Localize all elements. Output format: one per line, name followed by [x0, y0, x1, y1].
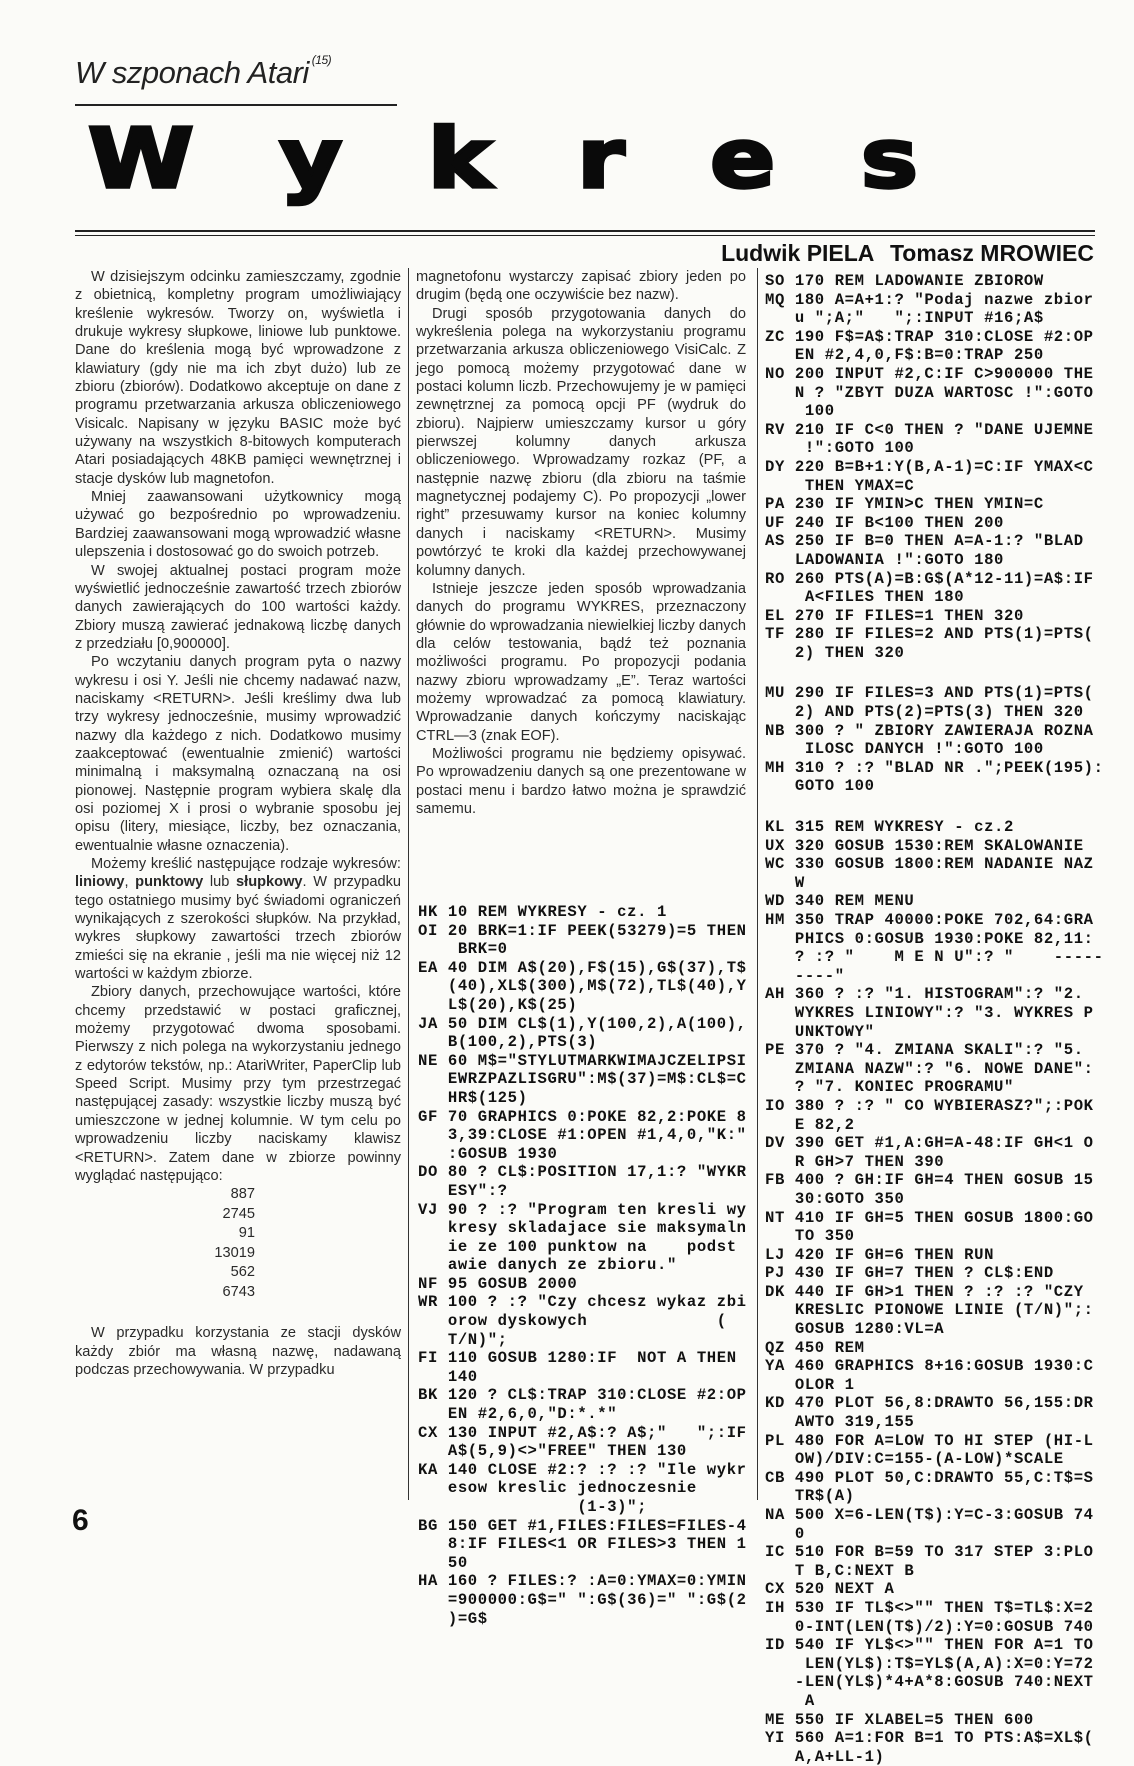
code-line: PJ 430 IF GH=7 THEN ? CL$:END [765, 1264, 1054, 1283]
code-line: KL 315 REM WYKRESY - cz.2 [765, 818, 1014, 837]
code-line: NA 500 X=6-LEN(T$):Y=C-3:GOSUB 74 0 [765, 1506, 1094, 1543]
authors [721, 240, 1094, 267]
example-value: 562 [230, 1264, 255, 1281]
code-line: NO 200 INPUT #2,C:IF C>900000 THE N ? "ZBYT DUZA WARTOSC !":GOTO 100 [765, 364, 1094, 421]
code-line: WR 100 ? :? "Czy chcesz wykaz zbi orow dyskowych ( T/N)"; [418, 1293, 747, 1349]
paragraph [75, 855, 401, 983]
code-line: KA 140 CLOSE #2:? :? :? "Ile wykr esow kreslic jednoczesnie (1-3)"; [418, 1460, 747, 1516]
code-line: RV 210 IF C<0 THEN ? "DANE UJEMNE !":GOTO 100 [765, 420, 1094, 458]
text-run: Po wczytaniu danych program pyta o nazwy wykresu i osi Y. Jeśli nie chcemy nadawać nazw, naciskamy <RETURN>. Jeśli kreślimy dwa lub trzy wykresy jednocześnie, musimy wprowadzić nazwy dla każdego z nich. Dodatkowo musimy zaakceptować (ewentualnie zmienić) wartości minimalną i maksymalną oznaczaną na osi pionowej. Następnie program wybiera skalę dla osi poziomej X i prosi o wybranie sposobu jej opisu (litery, miesiące, liczby, bez oznaczania, ewentualnie własne oznaczenia). [75, 654, 401, 854]
code-line: CX 520 NEXT A [765, 1580, 895, 1599]
text-run: Możliwości programu nie będziemy opisywać. Po wprowadzeniu danych są one prezentowane w postaci menu i bardzo łatwo można je sprawdzić samemu. [416, 745, 746, 817]
code-line: EA 40 DIM A$(20),F$(15),G$(37),T$ (40),XL$(300),M$(72),TL$(40),Y L$(20),K$(25) [418, 958, 747, 1014]
text-run: . W przypadku tego ostatniego musimy być świadomi ograniczeń wynikających z szerokości słupków. Na przykład, wykres słupkowy zawartości trzech zbiorów zmieści się na ekranie , jeśli ma nie więcej niż 12 wartości w każdym zbiorze. [75, 874, 401, 983]
code-line: DK 440 IF GH>1 THEN ? :? :? "CZY KRESLIC PIONOWE LINIE (T/N)";: GOSUB 1280:VL=A [765, 1282, 1094, 1339]
text-run: W dzisiejszym odcinku zamieszczamy, zgodnie z obietnicą, kompletny program umożliwiający kreślenie wykresów. Tworzy on, wyświetla i drukuje wykresy słupkowe, liniowe lub punktowe. Dane do kreślenia mogą być wprowadzone z klawiatury (gdy nie ma ich zbyt dużo) lub ze zbioru (zbiorów). Dodatkowo akceptuje on dane z programu przetwarzania arkusza obliczeniowego Visicalc. Napisany w języku BASIC może być używany na wszystkich 8-bitowych komputerach Atari posiadających 48KB pamięci wewnętrznej i stacje dysków lub magnetofon. [75, 269, 401, 487]
code-line: VJ 90 ? :? "Program ten kresli wy kresy skladajace sie maksymaln ie ze 100 punktow na podst awie danych ze zbioru." [418, 1200, 747, 1275]
code-line: UX 320 GOSUB 1530:REM SKALOWANIE [765, 836, 1084, 855]
code-line: WC 330 GOSUB 1800:REM NADANIE NAZ W [765, 855, 1094, 892]
code-gap [765, 796, 1104, 818]
column-divider [757, 268, 758, 1500]
code-line: HA 160 ? FILES:? :A=0:YMAX=0:YMIN =900000:G$=" ":G$(36)=" ":G$(2 )=G$ [418, 1572, 747, 1628]
code-line: SO 170 REM LADOWANIE ZBIOROW [765, 272, 1044, 290]
code-listing-part2 [765, 272, 1104, 1766]
code-line: OI 20 BRK=1:IF PEEK(53279)=5 THEN BRK=0 [418, 921, 747, 959]
example-values [75, 1185, 255, 1302]
title-rule-thin [75, 235, 1095, 236]
page-number: 6 [72, 1504, 89, 1537]
code-line: CX 130 INPUT #2,A$:? A$;" ";:IF A$(5,9)<>"FREE" THEN 130 [418, 1423, 747, 1461]
code-line: FB 400 ? GH:IF GH=4 THEN GOSUB 15 30:GOTO 350 [765, 1171, 1094, 1208]
code-line: NB 300 ? " ZBIORY ZAWIERAJA ROZNA ILOSC DANYCH !":GOTO 100 [765, 721, 1094, 759]
text-run: , [124, 874, 136, 891]
code-line: DY 220 B=B+1:Y(B,A-1)=C:IF YMAX<C THEN YMAX=C [765, 457, 1094, 495]
code-line: MH 310 ? :? "BLAD NR .";PEEK(195): GOTO 100 [765, 758, 1104, 796]
code-line: MU 290 IF FILES=3 AND PTS(1)=PTS( 2) AND PTS(2)=PTS(3) THEN 320 [765, 684, 1094, 722]
code-line: LJ 420 IF GH=6 THEN RUN [765, 1245, 995, 1264]
code-line: MQ 180 A=A+1:? "Podaj nazwe zbior u ";A;" ";:INPUT #16;A$ [765, 290, 1094, 328]
title-letter: e [710, 111, 776, 207]
series-title [75, 55, 331, 91]
code-line: IH 530 IF TL$<>"" THEN T$=TL$:X=2 0-INT(LEN(T$)/2):Y=0:GOSUB 740 [765, 1598, 1094, 1636]
code-line: NE 60 M$="STYLUTMARKWIMAJCZELIPSI EWRZPAZLISGRU":M$(37)=M$:CL$=C HR$(125) [418, 1051, 747, 1107]
column-divider [408, 268, 409, 1500]
code-line: QZ 450 REM [765, 1338, 865, 1357]
text-run: W swojej aktualnej postaci program może wyświetlić jednocześnie zawartość trzech zbiorów danych zawierających do 100 wartości każdy. Zbiory muszą zawierać jednakową liczbę danych z przedziału [0,900000]. [75, 562, 401, 652]
code-line: HK 10 REM WYKRESY - cz. 1 [418, 903, 667, 921]
code-line: HM 350 TRAP 40000:POKE 702,64:GRA PHICS 0:GOSUB 1930:POKE 82,11: ? :? " M E N U":? " ----- ----" [765, 911, 1104, 985]
code-line: PA 230 IF YMIN>C THEN YMIN=C [765, 495, 1044, 514]
example-value: 887 [230, 1186, 255, 1203]
code-line: DV 390 GET #1,A:GH=A-48:IF GH<1 O R GH>7 THEN 390 [765, 1134, 1094, 1171]
article-title [88, 111, 918, 207]
code-line: WD 340 REM MENU [765, 892, 915, 911]
paragraph [416, 305, 746, 580]
paragraph [75, 488, 401, 561]
code-line: YA 460 GRAPHICS 8+16:GOSUB 1930:C OLOR 1 [765, 1357, 1094, 1394]
bold-term: punktowy [135, 874, 204, 891]
series-underline [75, 104, 397, 106]
code-line: ZC 190 F$=A$:TRAP 310:CLOSE #2:OP EN #2,4,0,F$:B=0:TRAP 250 [765, 327, 1094, 365]
paragraph [75, 983, 401, 1185]
code-line: GF 70 GRAPHICS 0:POKE 82,2:POKE 8 3,39:CLOSE #1:OPEN #1,4,0,"K:" :GOSUB 1930 [418, 1107, 747, 1163]
code-listing-part1 [418, 903, 747, 1628]
code-line: IC 510 FOR B=59 TO 317 STEP 3:PLO T B,C:NEXT B [765, 1543, 1094, 1580]
text-run: Możemy kreślić następujące rodzaje wykresów: [91, 856, 401, 872]
title-letter: r [577, 111, 625, 207]
example-value: 91 [238, 1225, 255, 1242]
code-line: FI 110 GOSUB 1280:IF NOT A THEN 140 [418, 1349, 737, 1386]
column-2 [416, 268, 746, 818]
code-line: AS 250 IF B=0 THEN A=A-1:? "BLAD LADOWANIA !":GOTO 180 [765, 532, 1084, 569]
bold-term: słupkowy [236, 874, 303, 891]
title-letter: W [88, 111, 194, 207]
example-value: 2745 [222, 1205, 255, 1222]
author-2: Tomasz MROWIEC [889, 240, 1094, 266]
example-value: 6743 [222, 1283, 255, 1300]
series-number: (15) [311, 53, 332, 67]
code-line: UF 240 IF B<100 THEN 200 [765, 513, 1004, 532]
code-line: NT 410 IF GH=5 THEN GOSUB 1800:GO TO 350 [765, 1208, 1094, 1246]
title-letter: k [427, 111, 492, 207]
code-line: ID 540 IF YL$<>"" THEN FOR A=1 TO LEN(YL$):T$=YL$(A,A):X=0:Y=72 -LEN(YL$)*4+A*8:GOSUB 740:NEXT A [765, 1636, 1094, 1710]
code-line: AH 360 ? :? "1. HISTOGRAM":? "2. WYKRES LINIOWY":? "3. WYKRES P UNKTOWY" [765, 985, 1094, 1041]
column-1 [75, 268, 401, 1379]
title-rule [75, 230, 1095, 232]
code-line: DO 80 ? CL$:POSITION 17,1:? "WYKR ESY":? [418, 1163, 747, 1200]
title-letter: s [860, 111, 918, 207]
paragraph [416, 745, 746, 818]
text-run: Mniej zaawansowani użytkownicy mogą używać go bezpośrednio po wprowadzeniu. Bardziej zaawansowani mogą wprowadzić własne ulepszenia i dostosować go do swoich potrzeb. [75, 489, 401, 561]
example-value: 13019 [214, 1244, 255, 1261]
text-run: magnetofonu wystarczy zapisać zbiory jeden po drugim (będą one oczywiście bez nazw). [416, 269, 746, 304]
code-line: TF 280 IF FILES=2 AND PTS(1)=PTS( 2) THEN 320 [765, 625, 1094, 662]
text-run: Drugi sposób przygotowania danych do wykreślenia polega na wykorzystaniu programu przetwarzania arkusza obliczeniowego VisiCalc. Z jego pomocą możemy przygotować dane w postaci kolumn liczb. Przechowujemy je w pamięci zewnętrznej za pomocą opcji PF (wydruk do zbioru). Najpierw umieszczamy kursor u góry pierwszej kolumny danych arkusza obliczeniowego. Wprowadzamy rozkaz (PF, a następnie nazwę zbioru (dla zbioru na taśmie magnetycznej podajemy C). Po propozycji „lower right” przesuwamy kursor na koniec kolumny danych i naciskamy <RETURN>. Musimy powtórzyć te kroki dla każdej przechowywanej kolumny danych. [416, 305, 746, 579]
text-run: lub [203, 874, 237, 891]
paragraph [416, 580, 746, 745]
code-line: ME 550 IF XLABEL=5 THEN 600 [765, 1710, 1034, 1729]
code-line: JA 50 DIM CL$(1),Y(100,2),A(100), B(100,2),PTS(3) [418, 1014, 747, 1052]
author-1: Ludwik PIELA [721, 240, 874, 266]
title-letter: y [279, 111, 343, 207]
paragraph [75, 562, 401, 654]
code-line: IO 380 ? :? " CO WYBIERASZ?";:POK E 82,2 [765, 1096, 1094, 1134]
code-line: PE 370 ? "4. ZMIANA SKALI":? "5. ZMIANA NAZW":? "6. NOWE DANE": ? "7. KONIEC PROGRAMU" [765, 1041, 1094, 1097]
bold-term: liniowy [75, 874, 125, 891]
series-name: W szponach Atari [75, 55, 309, 90]
text-run: Istnieje jeszcze jeden sposób wprowadzania danych do programu WYKRES, przeznaczony głównie do wprowadzania niewielkiej liczby danych dla celów testowania, bądź też poznania możliwości programu. Po propozycji podania nazwy zbioru wprowadzamy „E”. Teraz wartości możemy wprowadzać za pomocą klawiatury. Wprowadzanie danych kończymy naciskając CTRL—3 (znak EOF). [416, 580, 746, 744]
code-line: BG 150 GET #1,FILES:FILES=FILES-4 8:IF FILES<1 OR FILES>3 THEN 1 50 [418, 1516, 747, 1572]
text-run: Zbiory danych, przechowujące wartości, które chcemy przedstawić w postaci graficznej, możemy przygotować dwoma sposobami. Pierwszy z nich polega na wykorzystaniu jednego z edytorów tekstów, np.: AtariWriter, PaperClip lub Speed Script. Musimy przy tym przestrzegać następującej zasady: wszystkie liczby muszą być umieszczone w jednej kolumnie. W tym celu po wprowadzeniu liczby naciskamy klawisz <RETURN>. Zatem dane w zbiorze powinny wyglądać następująco: [75, 984, 401, 1184]
code-line: NF 95 GOSUB 2000 [418, 1274, 578, 1293]
paragraph [75, 268, 401, 488]
code-line: BK 120 ? CL$:TRAP 310:CLOSE #2:OP EN #2,6,0,"D:*.*" [418, 1386, 747, 1424]
code-line: PL 480 FOR A=LOW TO HI STEP (HI-L OW)/DIV:C=155-(A-LOW)*SCALE [765, 1431, 1094, 1469]
code-line: CB 490 PLOT 50,C:DRAWTO 55,C:T$=S TR$(A) [765, 1468, 1094, 1506]
code-line: KD 470 PLOT 56,8:DRAWTO 56,155:DR AWTO 319,155 [765, 1394, 1094, 1432]
code-line: YI 560 A=1:FOR B=1 TO PTS:A$=XL$( A,A+LL-1) [765, 1729, 1094, 1766]
code-line: RO 260 PTS(A)=B:G$(A*12-11)=A$:IF A<FILES THEN 180 [765, 569, 1094, 607]
paragraph: W przypadku korzystania ze stacji dysków każdy zbiór ma własną nazwę, nadawaną podczas przechowywania. W przypadku [75, 1325, 401, 1378]
paragraph [416, 268, 746, 305]
paragraph [75, 653, 401, 855]
code-gap [765, 662, 1104, 684]
code-line: EL 270 IF FILES=1 THEN 320 [765, 606, 1024, 625]
